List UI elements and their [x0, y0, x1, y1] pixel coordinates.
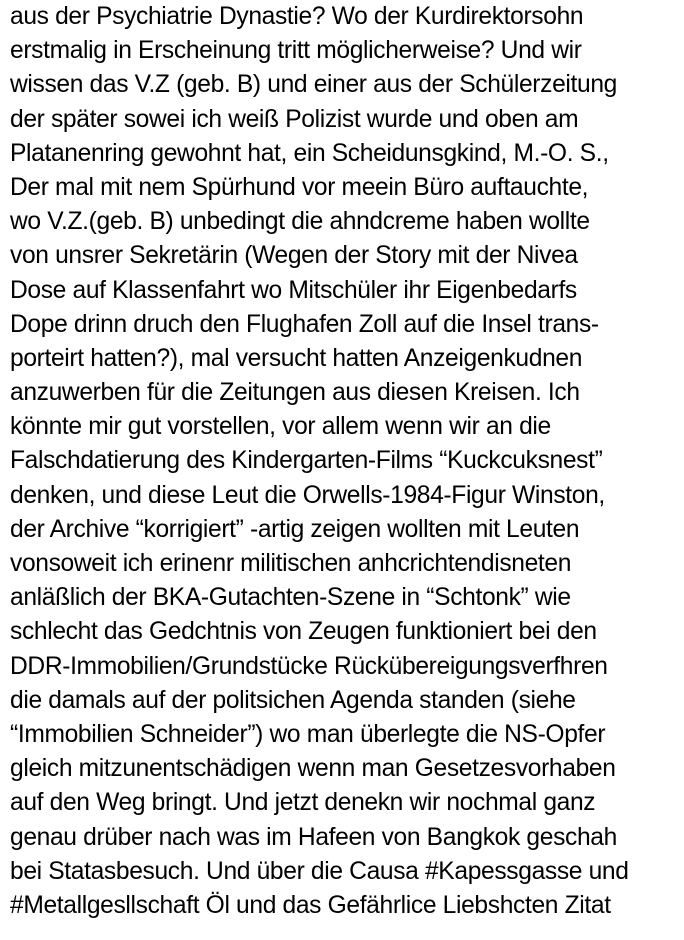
text-line-10: Dope drinn druch den Flughafen Zoll auf die Insel trans- [10, 310, 599, 338]
text-line-7: wo V.Z.(geb. B) unbedingt die ahndcreme haben wollte [10, 208, 590, 236]
text-line-16: der Archive “korrigiert” -artig zeigen wollten mit Leuten [10, 515, 580, 543]
text-line-20: DDR-Immobilien/Grundstücke Rückübereigungsverfhren [10, 652, 608, 680]
text-line-14: Falschdatierung des Kindergarten-Films “Kuckcuksnest” [10, 447, 603, 475]
text-line-11: porteirt hatten?), mal versucht hatten Anzeigenkudnen [10, 344, 583, 372]
text-line-1: aus der Psychiatrie Dynastie? Wo der Kurdirektorsohn [10, 3, 584, 30]
text-line-12: anzuwerben für die Zeitungen aus diesen Kreisen. Ich [10, 379, 580, 407]
text-line-18: anläßlich der BKA-Gutachten-Szene in “Schtonk” wie [10, 584, 571, 612]
text-line-24: auf den Weg bringt. Und jetzt denekn wir nochmal ganz [10, 789, 596, 817]
text-line-2: erstmalig in Erscheinung tritt möglicherweise? Und wir [10, 37, 582, 65]
text-line-4: der später sowei ich weiß Polizist wurde und oben am [10, 105, 579, 133]
text-line-21: die damals auf der politsichen Agenda standen (siehe [10, 686, 576, 714]
text-line-8: von unsrer Sekretärin (Wegen der Story mit der Nivea [10, 242, 578, 270]
text-line-15: denken, und diese Leut die Orwells-1984-Figur Winston, [10, 481, 605, 509]
text-line-3: wissen das V.Z (geb. B) und einer aus der Schülerzeitung [10, 71, 617, 99]
text-line-13: könnte mir gut vorstellen, vor allem wenn wir an die [10, 413, 551, 441]
body-text [10, 0, 680, 923]
text-line-23: gleich mitzunentschädigen wenn man Gesetzesvorhaben [10, 755, 616, 783]
text-line-6: Der mal mit nem Spürhund vor meein Büro auftauchte, [10, 173, 589, 201]
text-line-27: #Metallgesllschaft Öl und das Gefährlice Liebshcten Zitat [10, 891, 611, 919]
text-line-19: schlecht das Gedchtnis von Zeugen funktioniert bei den [10, 618, 597, 646]
text-line-9: Dose auf Klassenfahrt wo Mitschüler ihr Eigenbedarfs [10, 276, 577, 304]
text-line-22: “Immobilien Schneider”) wo man überlegte die NS-Opfer [10, 720, 606, 748]
text-line-25: genau drüber nach was im Hafeen von Bangkok geschah [10, 823, 617, 851]
text-line-5: Platanenring gewohnt hat, ein Scheidunsgkind, M.-O. S., [10, 139, 609, 167]
text-line-26: bei Statasbesuch. Und über die Causa #Kapessgasse und [10, 857, 629, 885]
text-line-17: vonsoweit ich erinenr militischen anhcrichtendisneten [10, 550, 572, 577]
